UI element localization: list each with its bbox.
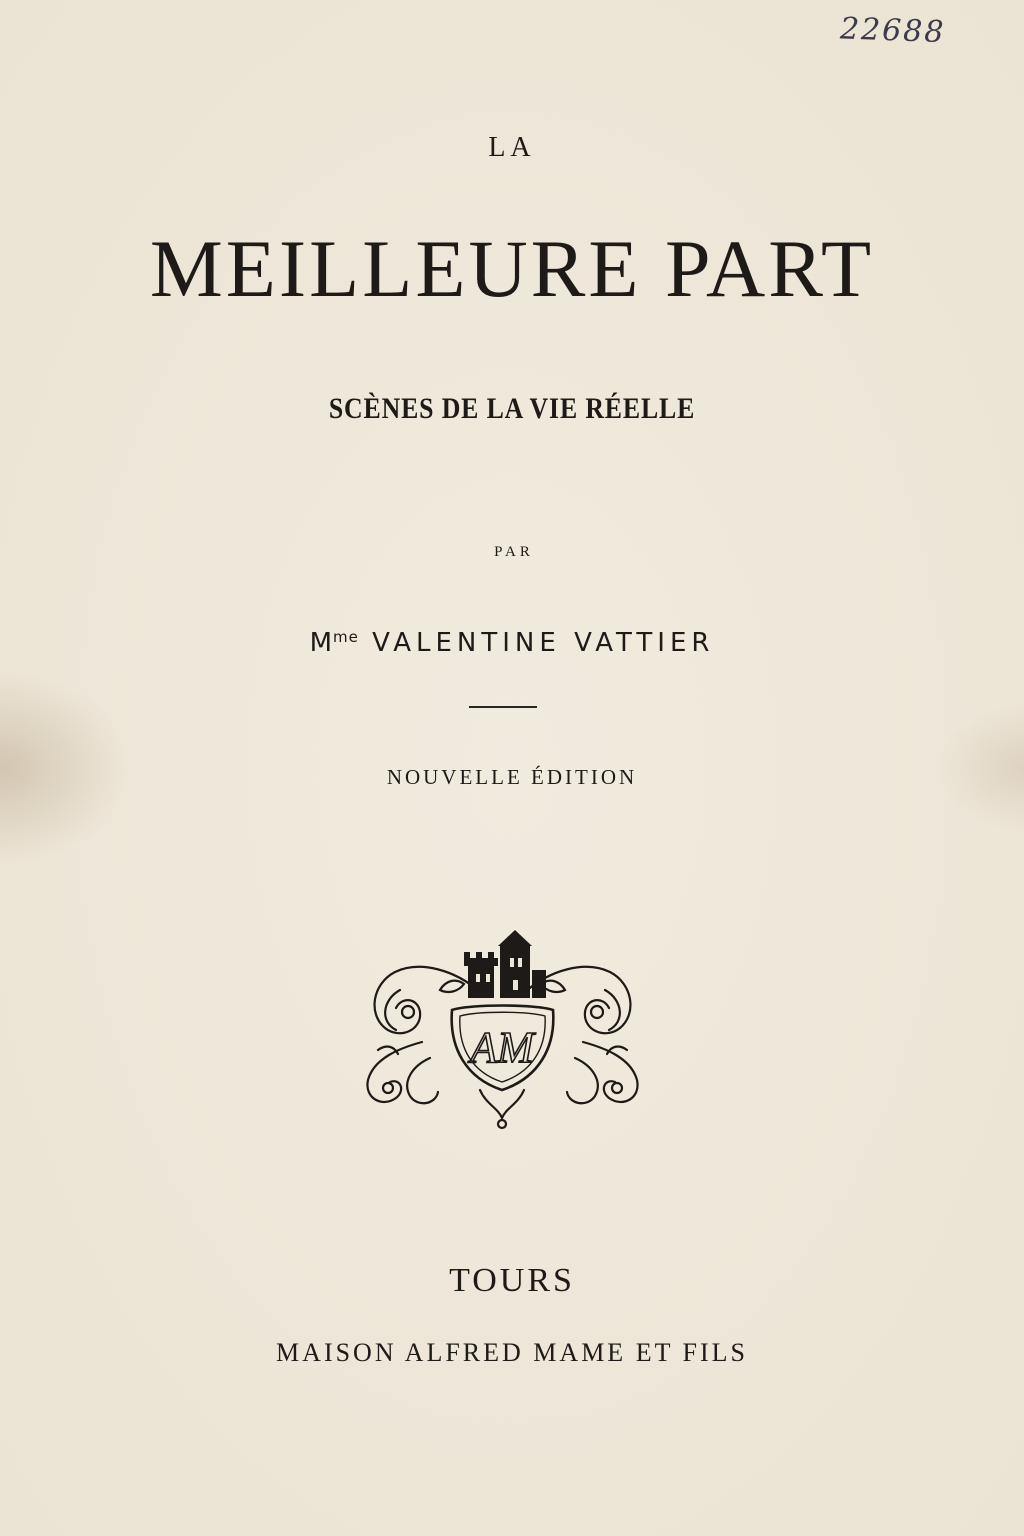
divider-rule <box>469 706 537 708</box>
edition-label: NOUVELLE ÉDITION <box>386 765 638 789</box>
publisher-mark-icon <box>360 930 645 1130</box>
title-article: LA <box>488 132 536 163</box>
author-prefix-superscript: me <box>333 628 359 646</box>
by-label: PAR <box>494 544 534 560</box>
handwritten-shelfmark: 22688 <box>839 11 947 51</box>
author-prefix-letter: M <box>309 628 333 658</box>
author-line <box>0 628 1024 658</box>
publisher-city: TOURS <box>449 1262 575 1299</box>
publisher-name: MAISON ALFRED MAME ET FILS <box>276 1338 748 1367</box>
book-subtitle: SCÈNES DE LA VIE RÉELLE <box>328 392 696 425</box>
publisher-monogram: AM <box>470 1023 534 1072</box>
book-title: MEILLEURE PART <box>149 223 875 314</box>
author-name: VALENTINE VATTIER <box>372 628 715 658</box>
author-prefix <box>310 628 359 658</box>
